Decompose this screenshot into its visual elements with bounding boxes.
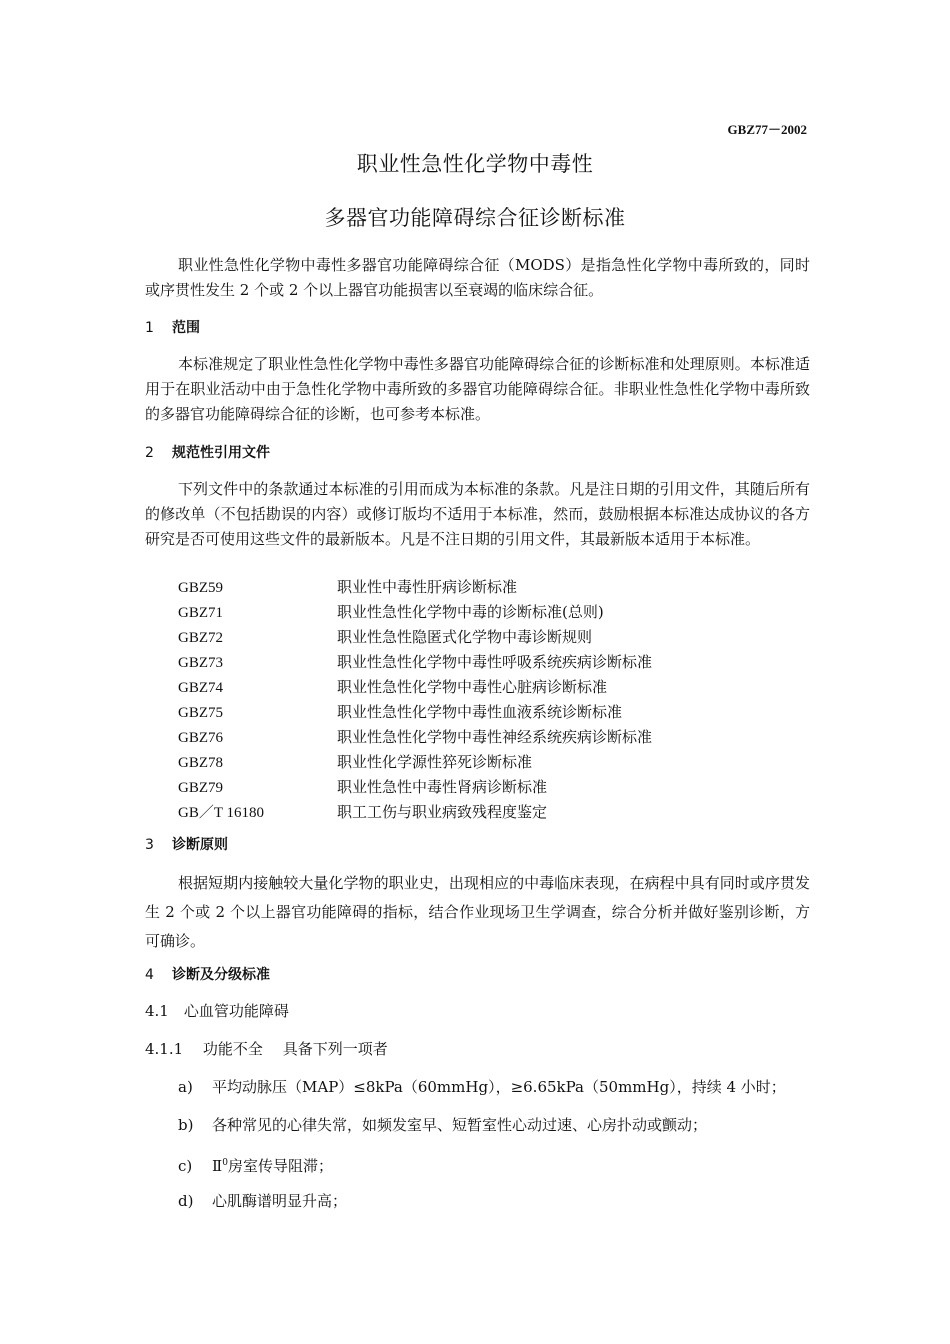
document-id: GBZ77－2002 xyxy=(727,122,807,137)
section-4-number: 4 xyxy=(145,967,154,983)
reference-row xyxy=(178,600,604,625)
item-label: d) xyxy=(178,1192,194,1210)
reference-title: 职工工伤与职业病致残程度鉴定 xyxy=(337,803,548,821)
reference-row xyxy=(178,650,652,675)
section-1-paragraph: 本标准规定了职业性急性化学物中毒性多器官功能障碍综合征的诊断标准和处理原则。本标准适用于在职业活动中由于急性化学物中毒所致的多器官功能障碍综合征。非职业性急性化学物中毒所致的多器官功能障碍综合征的诊断，也可参考本标准。 xyxy=(145,355,810,423)
section-2-heading xyxy=(145,442,270,462)
section-3-number: 3 xyxy=(145,837,154,853)
reference-title: 职业性急性化学物中毒性心脏病诊断标准 xyxy=(337,678,608,696)
subsection-4-1: 4.1 心血管功能障碍 xyxy=(145,1002,289,1020)
reference-row xyxy=(178,575,517,600)
criteria-item xyxy=(178,1075,786,1100)
item-text: 各种常见的心律失常，如频发室早、短暂室性心动过速、心房扑动或颤动； xyxy=(212,1116,708,1134)
section-1-heading xyxy=(145,317,200,337)
reference-code: GBZ78 xyxy=(178,755,223,771)
criteria-item xyxy=(178,1113,707,1138)
reference-code: GBZ59 xyxy=(178,580,223,596)
subsection-4-1-1: 4.1.1 功能不全 具备下列一项者 xyxy=(145,1040,388,1058)
section-1-number: 1 xyxy=(145,320,154,336)
criteria-item xyxy=(178,1151,333,1179)
reference-row xyxy=(178,725,652,750)
section-2-number: 2 xyxy=(145,445,154,461)
reference-title: 职业性急性中毒性肾病诊断标准 xyxy=(337,778,548,796)
reference-title: 职业性急性化学物中毒性呼吸系统疾病诊断标准 xyxy=(337,653,653,671)
reference-row xyxy=(178,675,607,700)
reference-row xyxy=(178,800,547,825)
item-superscript: 0 xyxy=(222,1158,228,1168)
reference-code: GBZ73 xyxy=(178,655,223,671)
reference-code: GBZ72 xyxy=(178,630,223,646)
reference-code: GBZ76 xyxy=(178,730,223,746)
title-line-1: 职业性急性化学物中毒性 xyxy=(356,152,594,176)
item-prefix: Ⅱ xyxy=(212,1157,223,1175)
criteria-item xyxy=(178,1189,347,1214)
item-label: b) xyxy=(178,1116,194,1134)
reference-code: GBZ79 xyxy=(178,780,223,796)
reference-title: 职业性急性化学物中毒性血液系统诊断标准 xyxy=(337,703,623,721)
reference-code: GBZ71 xyxy=(178,605,223,621)
reference-title: 职业性化学源性猝死诊断标准 xyxy=(337,753,533,771)
section-4-title: 诊断及分级标准 xyxy=(172,967,270,983)
reference-code: GBZ74 xyxy=(178,680,223,696)
item-text: 平均动脉压（MAP）≤8kPa（60mmHg），≥6.65kPa（50mmHg），持续 4 小时； xyxy=(212,1078,786,1096)
section-2-paragraph: 下列文件中的条款通过本标准的引用而成为本标准的条款。凡是注日期的引用文件，其随后所有的修改单（不包括勘误的内容）或修订版均不适用于本标准，然而，鼓励根据本标准达成协议的各方研究是否可使用这些文件的最新版本。凡是不注日期的引用文件，其最新版本适用于本标准。 xyxy=(145,480,810,548)
section-3-title: 诊断原则 xyxy=(172,837,228,853)
reference-row xyxy=(178,775,547,800)
item-label: c) xyxy=(178,1157,193,1175)
section-4-heading xyxy=(145,964,270,984)
item-text: 房室传导阻滞； xyxy=(227,1157,333,1175)
title-line-2: 多器官功能障碍综合征诊断标准 xyxy=(324,206,626,230)
reference-code: GBZ75 xyxy=(178,705,223,721)
section-3-paragraph: 根据短期内接触较大量化学物的职业史，出现相应的中毒临床表现，在病程中具有同时或序贯发生 2 个或 2 个以上器官功能障碍的指标，结合作业现场卫生学调查，综合分析并做好鉴别诊断，方可确诊。 xyxy=(145,874,810,950)
section-1-title: 范围 xyxy=(172,320,200,336)
reference-code: GB／T 16180 xyxy=(178,805,264,821)
reference-title: 职业性急性化学物中毒的诊断标准(总则) xyxy=(337,603,604,621)
reference-row xyxy=(178,700,622,725)
reference-title: 职业性急性隐匿式化学物中毒诊断规则 xyxy=(337,628,593,646)
item-text: 心肌酶谱明显升高； xyxy=(212,1192,348,1210)
reference-row xyxy=(178,750,532,775)
item-label: a) xyxy=(178,1078,193,1096)
reference-title: 职业性中毒性肝病诊断标准 xyxy=(337,578,518,596)
section-3-heading xyxy=(145,834,228,854)
reference-row xyxy=(178,625,592,650)
section-2-title: 规范性引用文件 xyxy=(172,445,270,461)
intro-paragraph: 职业性急性化学物中毒性多器官功能障碍综合征（MODS）是指急性化学物中毒所致的，同时或序贯性发生 2 个或 2 个以上器官功能损害以至衰竭的临床综合征。 xyxy=(145,256,810,299)
reference-title: 职业性急性化学物中毒性神经系统疾病诊断标准 xyxy=(337,728,653,746)
